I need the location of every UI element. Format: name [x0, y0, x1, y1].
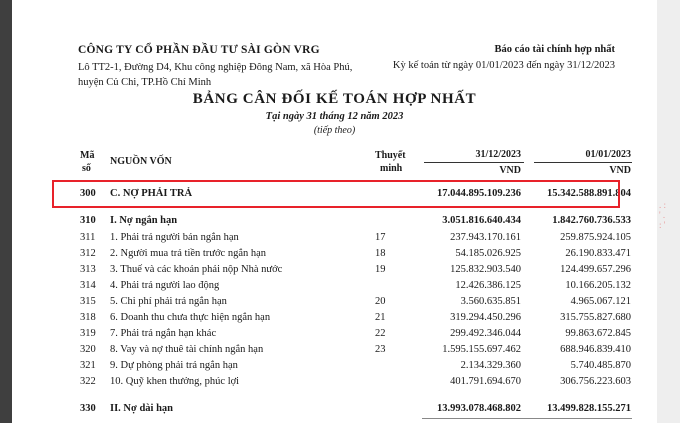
report-date: Tại ngày 31 tháng 12 năm 2023 [265, 111, 404, 122]
continued-note: (tiếp theo) [313, 125, 356, 136]
document-page [12, 0, 657, 423]
row-note: 20 [375, 296, 386, 307]
row-prior: 10.166.205.132 [565, 280, 631, 291]
row-prior: 688.946.839.410 [560, 344, 631, 355]
report-period: Kỳ kế toán từ ngày 01/01/2023 đến ngày 31/12/2023 [392, 60, 615, 71]
row-name: II. Nợ dài hạn [110, 403, 174, 414]
table-row [12, 296, 657, 312]
row-code: 318 [80, 312, 96, 323]
table-row [12, 215, 657, 231]
row-code: 319 [80, 328, 96, 339]
row-note: 19 [375, 264, 386, 275]
adjacent-page-edge [657, 0, 680, 423]
header-prior-date: 01/01/2023 [585, 149, 631, 160]
row-current: 319.294.450.296 [450, 312, 521, 323]
row-code: 314 [80, 280, 96, 291]
row-current: 401.791.694.670 [450, 376, 521, 387]
table-row [12, 264, 657, 280]
header-source: NGUỒN VỐN [110, 156, 172, 167]
row-code: 321 [80, 360, 96, 371]
header-current-unit: VND [499, 165, 521, 176]
table-row [12, 280, 657, 296]
row-prior: 315.755.827.680 [560, 312, 631, 323]
header-note-2: minh [380, 163, 403, 174]
row-name: 5. Chi phí phải trả ngắn hạn [110, 296, 227, 307]
row-code: 322 [80, 376, 96, 387]
row-current: 1.595.155.697.462 [442, 344, 521, 355]
row-current: 54.185.026.925 [455, 248, 521, 259]
row-note: 23 [375, 344, 386, 355]
highlight-box [52, 180, 620, 208]
table-row [12, 376, 657, 392]
row-prior: 1.842.760.736.533 [552, 215, 631, 226]
row-name: 9. Dự phòng phải trả ngắn hạn [110, 360, 238, 371]
cutoff-rule [422, 418, 632, 419]
row-prior: 259.875.924.105 [560, 232, 631, 243]
row-name: 1. Phải trả người bán ngắn hạn [110, 232, 239, 243]
row-name: 6. Doanh thu chưa thực hiện ngắn hạn [110, 312, 271, 323]
table-row [12, 312, 657, 328]
header-prior-unit: VND [609, 165, 631, 176]
company-name: CÔNG TY CỔ PHẦN ĐẦU TƯ SÀI GÒN VRG [78, 44, 320, 56]
header-note: Thuyết [375, 150, 406, 161]
row-code: 315 [80, 296, 96, 307]
row-prior: 4.965.067.121 [570, 296, 631, 307]
row-prior: 99.863.672.845 [565, 328, 631, 339]
row-code: 313 [80, 264, 96, 275]
company-address: Lô TT2-1, Đường D4, Khu công nghiệp Đông Nam, xã Hòa Phú, huyện Củ Chi, TP.Hồ Chí Minh [78, 62, 353, 88]
row-name: 4. Phải trả người lao động [110, 280, 220, 291]
row-code: 311 [80, 232, 96, 243]
row-note: 17 [375, 232, 386, 243]
row-name: 2. Người mua trả tiền trước ngắn hạn [110, 248, 267, 259]
row-current: 13.993.078.468.802 [437, 403, 521, 414]
row-current: 2.134.329.360 [460, 360, 521, 371]
row-prior: 13.499.828.155.271 [547, 403, 631, 414]
row-name: 8. Vay và nợ thuê tài chính ngắn hạn [110, 344, 264, 355]
row-current: 3.560.635.851 [460, 296, 521, 307]
table-row [12, 248, 657, 264]
header-code-2: số [82, 163, 91, 174]
row-note: 22 [375, 328, 386, 339]
header-code: Mã [80, 150, 95, 161]
table-row [12, 344, 657, 360]
row-name: C. NỢ PHẢI TRẢ [110, 188, 193, 199]
page-title: BẢNG CÂN ĐỐI KẾ TOÁN HỢP NHẤT [192, 91, 477, 107]
stamp-marks: . : ' . : ' [659, 200, 667, 230]
row-prior: 124.499.657.296 [560, 264, 631, 275]
row-prior: 26.190.833.471 [565, 248, 631, 259]
row-prior: 306.756.223.603 [560, 376, 631, 387]
row-code: 320 [80, 344, 96, 355]
row-current: 12.426.386.125 [455, 280, 521, 291]
table-row [12, 232, 657, 248]
row-current: 125.832.903.540 [450, 264, 521, 275]
table-row [12, 403, 657, 419]
row-current: 237.943.170.161 [450, 232, 521, 243]
header-current-date: 31/12/2023 [475, 149, 521, 160]
row-name: I. Nợ ngắn hạn [110, 215, 178, 226]
report-name: Báo cáo tài chính hợp nhất [494, 44, 615, 55]
row-code: 310 [80, 215, 96, 226]
row-prior: 5.740.485.870 [570, 360, 631, 371]
header-current-rule [424, 162, 524, 163]
table-row [12, 328, 657, 344]
row-code: 300 [80, 188, 96, 199]
row-current: 3.051.816.640.434 [442, 215, 521, 226]
row-name: 10. Quỹ khen thưởng, phúc lợi [110, 376, 240, 387]
row-note: 21 [375, 312, 386, 323]
row-prior: 15.342.588.891.804 [547, 188, 631, 199]
row-code: 312 [80, 248, 96, 259]
row-name: 3. Thuế và các khoản phải nộp Nhà nước [110, 264, 283, 275]
row-note: 18 [375, 248, 386, 259]
header-prior-rule [534, 162, 632, 163]
row-name: 7. Phải trả ngắn hạn khác [110, 328, 217, 339]
row-code: 330 [80, 403, 96, 414]
row-current: 17.044.895.109.236 [437, 188, 521, 199]
row-current: 299.492.346.044 [450, 328, 521, 339]
table-row [12, 360, 657, 376]
